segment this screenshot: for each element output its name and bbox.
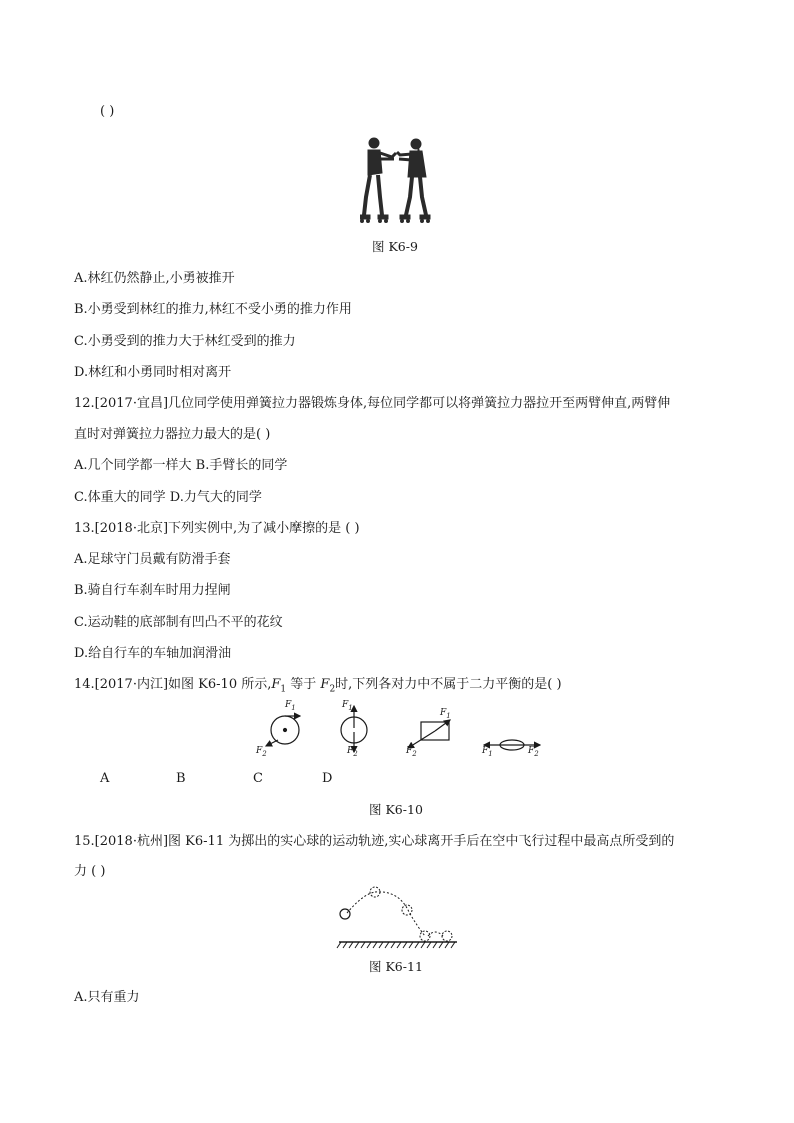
q14-f2-sub: 2 [329,684,336,695]
label-c-f2 [406,746,417,758]
q13-option-a: A.足球守门员戴有防滑手套 [74,552,231,567]
q13-option-d: D.给自行车的车轴加润滑油 [74,646,232,661]
q14-f1-sub: 1 [280,684,287,695]
label-a-f2 [256,746,267,758]
label-d-f2 [528,746,539,758]
q11-option-c: C.小勇受到的推力大于林红受到的推力 [74,334,296,349]
label-c-f1 [440,708,451,720]
figure-k6-9 [360,135,434,223]
label-b-f1-letter: F [342,700,349,710]
q13-option-c: C.运动鞋的底部制有凹凸不平的花纹 [74,615,283,630]
label-a-f1-sub: 1 [291,703,296,712]
figure-caption-k6-11: 图 K6-11 [369,959,423,974]
q14-stem-pre: 14.[2017·内江]如图 K6-10 所示, [74,677,272,692]
q15-option-a: A.只有重力 [74,990,140,1005]
q15-stem-line1: 15.[2018·杭州]图 K6-11 为掷出的实心球的运动轨迹,实心球离开手后在空中飞行过程中最高点所受到的 [74,834,675,849]
label-a-f1-letter: F [285,700,292,710]
label-d-f2-letter: F [528,746,535,756]
q13-option-b: B.骑自行车刹车时用力捏闸 [74,583,231,598]
q11-option-d: D.林红和小勇同时相对离开 [74,365,232,380]
q12-options-line2: C.体重大的同学 D.力气大的同学 [74,490,262,505]
label-d-f1-letter: F [482,746,489,756]
q14-f2: F [320,677,330,692]
q14-f1: F [271,677,281,692]
figure-k6-10 [250,700,550,762]
diagram-letter-c: C [253,771,263,786]
q14-stem [74,676,562,699]
label-b-f2 [347,746,358,758]
diagram-letter-a: A [100,771,110,786]
q14-stem-post: 时,下列各对力中不属于二力平衡的是( ) [335,677,562,692]
q14-stem-mid: 等于 [290,677,321,692]
label-b-f1-sub: 1 [348,703,353,712]
q12-stem-line2: 直时对弹簧拉力器拉力最大的是( ) [74,427,271,442]
q11-option-b: B.小勇受到林红的推力,林红不受小勇的推力作用 [74,302,352,317]
label-a-f1 [285,700,296,712]
figure-k6-11 [335,884,465,950]
label-d-f1 [482,746,493,758]
label-c-f1-sub: 1 [446,711,451,720]
diagram-c [408,720,450,748]
diagram-letter-d: D [322,771,333,786]
q12-options-line1: A.几个同学都一样大 B.手臂长的同学 [74,458,288,473]
label-b-f2-sub: 2 [353,749,358,758]
label-c-f2-letter: F [406,746,413,756]
diagram-letter-b: B [176,771,186,786]
q12-stem-line1: 12.[2017·宜昌]几位同学使用弹簧拉力器锻炼身体,每位同学都可以将弹簧拉力器拉开至两臂伸直,两臂伸 [74,396,671,411]
trajectory-illustration [335,884,465,950]
label-c-f2-sub: 2 [412,749,417,758]
label-b-f1 [342,700,353,712]
label-b-f2-letter: F [347,746,354,756]
label-c-f1-letter: F [440,708,447,718]
label-a-f2-letter: F [256,746,263,756]
figure-caption-k6-10: 图 K6-10 [369,802,423,817]
figure-caption-k6-9: 图 K6-9 [372,239,418,254]
q15-stem-line2: 力 ( ) [74,864,106,879]
label-d-f2-sub: 2 [534,749,539,758]
label-d-f1-sub: 1 [488,749,493,758]
diagram-a [266,716,300,746]
label-a-f2-sub: 2 [262,749,267,758]
top-answer-blank: ( ) [100,104,115,119]
q13-stem: 13.[2018·北京]下列实例中,为了减小摩擦的是 ( ) [74,521,360,536]
q11-option-a: A.林红仍然静止,小勇被推开 [74,271,235,286]
skaters-illustration [360,135,434,223]
